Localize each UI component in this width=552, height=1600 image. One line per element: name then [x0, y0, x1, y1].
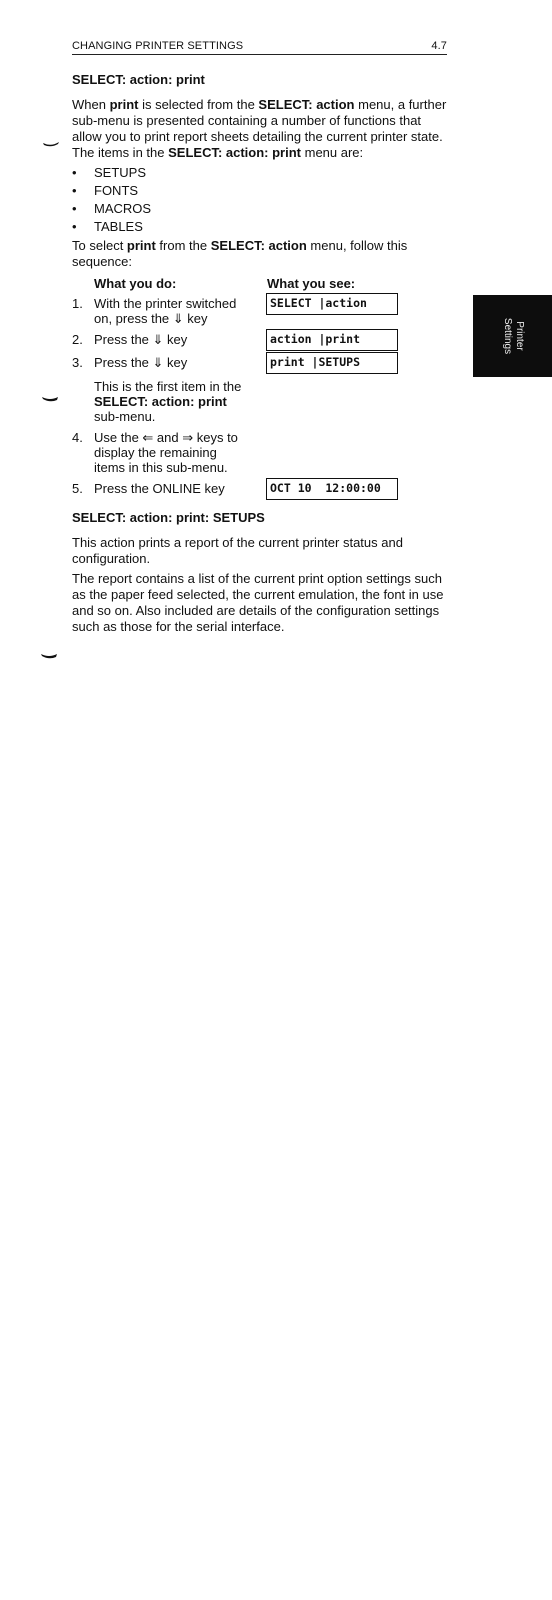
margin-mark-icon — [42, 140, 60, 148]
page-number: 4.7 — [431, 40, 447, 52]
step-text: Use the ⇐ and ⇒ keys to display the remaining items in this sub-menu. — [94, 430, 238, 475]
page-header — [72, 40, 447, 55]
step-number: 4. — [72, 430, 83, 445]
thumb-tab-label — [501, 318, 525, 354]
display-readout: action |print — [266, 329, 398, 351]
text-run: is selected from the — [138, 97, 259, 112]
step-text: With the printer switched on, press the ⇓ key — [94, 296, 237, 326]
section-heading-setups: SELECT: action: print: SETUPS — [72, 510, 265, 525]
step-text: Press the ONLINE key — [94, 481, 225, 496]
list-item: • FONTS — [72, 182, 151, 200]
step-2 — [72, 332, 262, 348]
text-run: To select — [72, 238, 127, 253]
bold-term: SELECT: action — [210, 238, 307, 253]
column-what-you-see: What you see: — [267, 276, 356, 291]
text-run: from the — [155, 238, 211, 253]
step-number: 2. — [72, 332, 83, 347]
margin-mark-icon — [40, 652, 58, 660]
step-note — [94, 379, 274, 424]
margin-mark-icon — [41, 395, 59, 403]
bold-term: print — [126, 238, 156, 253]
step-text: Press the ⇓ key — [94, 355, 188, 370]
list-item: • TABLES — [72, 218, 151, 236]
section-heading-print: SELECT: action: print — [72, 72, 205, 87]
thumb-tab-line: Settings — [502, 317, 513, 355]
display-readout: SELECT |action — [266, 293, 398, 315]
step-text: Press the ⇓ key — [94, 332, 188, 347]
display-readout: OCT 10 12:00:00 — [266, 478, 398, 500]
text-run: When — [72, 97, 110, 112]
setups-paragraph-2: The report contains a list of the current print option settings such as the paper feed selected, the current emulation, the font in use and so on. Also included are details of the configuration settings such as those for the serial interface. — [72, 571, 444, 634]
step-number: 3. — [72, 355, 83, 370]
step-3 — [72, 355, 262, 371]
text-run: menu, a further sub-menu is presented containing a number of functions that allow you to print report sheets detailing the current printer state. The items in the — [72, 97, 447, 160]
list-item: • SETUPS — [72, 164, 151, 182]
header-title: CHANGING PRINTER SETTINGS — [72, 40, 244, 52]
menu-items-list — [72, 164, 151, 236]
note-line: This is the first item in the — [94, 379, 242, 394]
setups-paragraph-1: This action prints a report of the current printer status and configuration. — [72, 535, 403, 566]
column-what-you-do: What you do: — [94, 276, 177, 291]
step-4 — [72, 430, 262, 476]
intro-paragraph — [72, 97, 450, 161]
note-line: sub-menu. — [94, 409, 156, 424]
step-number: 1. — [72, 296, 83, 311]
list-item: • MACROS — [72, 200, 151, 218]
note-menu-name: SELECT: action: print — [94, 394, 227, 409]
step-1 — [72, 296, 262, 328]
bold-term: SELECT: action — [258, 97, 355, 112]
section-thumb-tab — [473, 295, 552, 377]
step-number: 5. — [72, 481, 83, 496]
display-readout: print |SETUPS — [266, 352, 398, 374]
step-5 — [72, 481, 262, 497]
text-run: menu are: — [301, 145, 364, 160]
thumb-tab-line: Printer — [514, 321, 525, 351]
bold-term: print — [109, 97, 139, 112]
sequence-intro — [72, 238, 432, 270]
bold-term: SELECT: action: print — [168, 145, 301, 160]
text-run: menu, follow this sequence: — [72, 238, 408, 269]
